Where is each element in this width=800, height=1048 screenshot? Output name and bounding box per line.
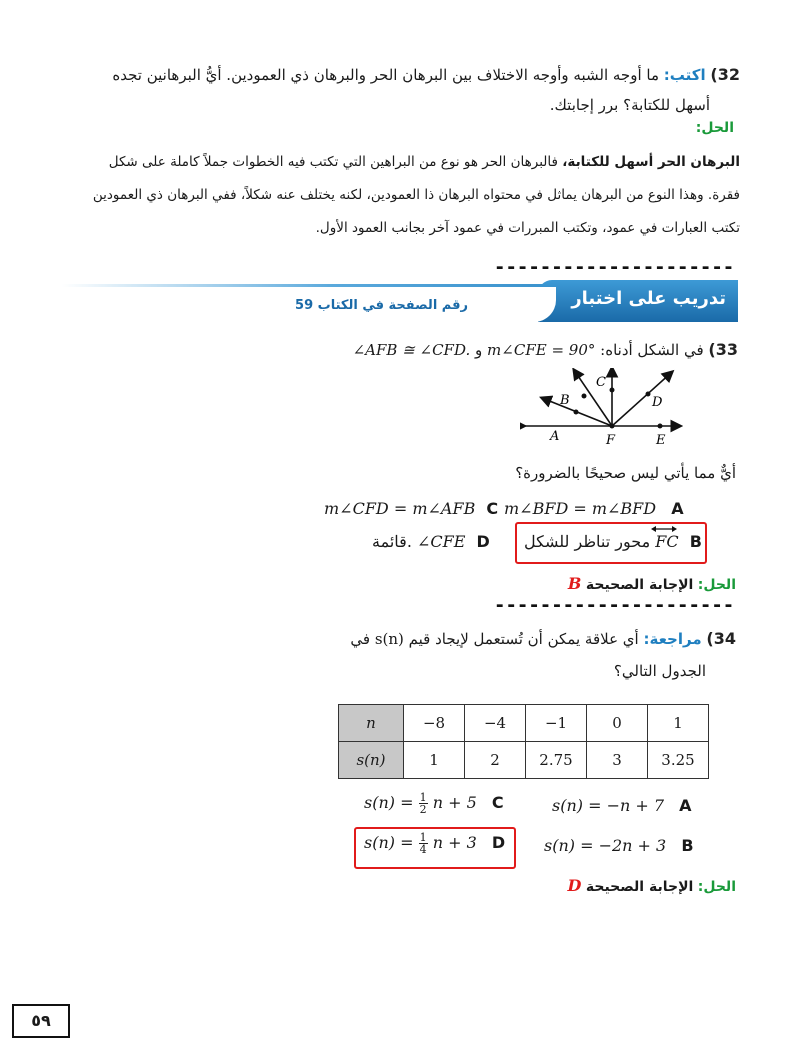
q33-number: 33) — [708, 340, 738, 359]
q32-line1: ما أوجه الشبه وأوجه الاختلاف بين البرهان الحر والبرهان ذي العمودين. أيُّ البرهانين تجده — [112, 66, 659, 84]
q32-line2: أسهل للكتابة؟ برر إجابتك. — [549, 96, 710, 114]
label-d: D — [652, 395, 663, 410]
q33-option-b-text: محور تناظر للشكل — [524, 532, 651, 551]
q33-option-d-letter: D — [476, 532, 490, 551]
q34-keyword: مراجعة: — [643, 630, 702, 648]
table-cell: 3.25 — [648, 742, 709, 779]
banner-title: تدريب على اختبار — [571, 288, 726, 309]
q33-option-d-text: قائمة. — [372, 532, 412, 551]
q34-option-c-den: 2 — [419, 803, 427, 816]
table-header-n: n — [339, 705, 404, 742]
point-e — [658, 424, 663, 429]
q33-stem-math1: m∠CFE = 90° — [487, 341, 596, 359]
label-a: A — [550, 429, 560, 444]
q34-option-d-den: 4 — [419, 843, 427, 856]
label-f: F — [606, 433, 616, 448]
table-cell: 2 — [465, 742, 526, 779]
q34-option-a — [552, 796, 692, 815]
table-cell: 1 — [648, 705, 709, 742]
q32-block — [60, 60, 740, 120]
q33-option-c-letter: C — [486, 499, 499, 518]
q34-solution — [568, 876, 736, 895]
q34-block — [300, 624, 736, 688]
q34-option-a-text: s(n) = −n + 7 — [552, 796, 665, 815]
page-number-box — [12, 1004, 70, 1038]
q34-option-d-letter: D — [491, 833, 506, 852]
point-c — [610, 388, 615, 393]
q34-option-a-letter: A — [679, 796, 692, 815]
point-a — [574, 410, 579, 415]
q32-solution-label: الحل: — [695, 120, 734, 136]
label-b: B — [560, 393, 570, 408]
q34-option-b — [544, 836, 694, 855]
q32-number: 32) — [710, 65, 740, 84]
label-c: C — [596, 375, 606, 390]
q34-option-c-rest: n + 5 — [432, 793, 477, 812]
q33-option-a-text: m∠BFD = m∠BFD — [504, 499, 657, 518]
practice-banner — [62, 280, 738, 322]
q33-option-d — [372, 532, 490, 551]
table-row-n — [339, 705, 709, 742]
q34-option-c-num: 1 — [419, 791, 427, 804]
q34-line2: الجدول التالي؟ — [613, 662, 706, 680]
q33-option-b-math: FC — [655, 532, 679, 551]
table-cell: −1 — [526, 705, 587, 742]
table-header-sn: s(n) — [339, 742, 404, 779]
q33-stem-and: و — [475, 341, 483, 359]
q33-option-a-letter: A — [671, 499, 684, 518]
q33-option-b-letter: B — [689, 532, 702, 551]
q32-keyword: اكتب: — [663, 66, 706, 84]
q34-option-c — [364, 792, 504, 815]
q34-number: 34) — [706, 629, 736, 648]
q33-option-a — [504, 499, 684, 518]
q33-option-d-math: ∠CFE — [417, 532, 466, 551]
q34-option-b-letter: B — [681, 836, 694, 855]
q32-answer-line3: تكتب العبارات في عمود، وتكتب المبررات في عمود آخر بجانب العمود الأول. — [315, 220, 740, 236]
q34-option-d-fraction — [419, 832, 428, 855]
double-arrow-icon — [651, 525, 677, 533]
q34-option-d-lhs: s(n) = — [364, 833, 414, 852]
q34-solution-label: الحل: — [697, 879, 736, 895]
q34-option-c-lhs: s(n) = — [364, 793, 414, 812]
q34-line1: أي علاقة يمكن أن تُستعمل لإيجاد قيم s(n) في — [350, 630, 639, 648]
q32-answer-bold: البرهان الحر أسهل للكتابة، — [562, 154, 740, 170]
table-cell: 0 — [587, 705, 648, 742]
table-cell: 1 — [404, 742, 465, 779]
q34-table — [338, 704, 709, 779]
q33-option-c-text: m∠CFD = m∠AFB — [324, 499, 476, 518]
q33-correct-letter: B — [567, 574, 582, 593]
ray-fd — [612, 372, 672, 426]
point-d — [646, 392, 651, 397]
label-e: E — [656, 433, 666, 448]
q34-solution-text: الإجابة الصحيحة — [585, 879, 694, 895]
q32-answer-line2: فقرة. وهذا النوع من البرهان يماثل في محتواه البرهان ذا العمودين، لكنه يختلف عنه شكلاً، ففي البرهان ذي العمودين — [92, 187, 740, 203]
q32-answer-line1: فالبرهان الحر هو نوع من البراهين التي تكتب فيه الخطوات جملاً كاملة على شكل — [108, 154, 558, 170]
table-cell: 2.75 — [526, 742, 587, 779]
point-f — [610, 424, 615, 429]
q34-option-d — [364, 832, 505, 855]
banner-page-ref: رقم الصفحة في الكتاب 59 — [295, 298, 468, 313]
q32-answer — [60, 146, 740, 245]
q33-solution-text: الإجابة الصحيحة — [585, 577, 694, 593]
separator-2: --------------------- — [494, 594, 735, 616]
q33-stem — [300, 338, 738, 362]
table-cell: −4 — [465, 705, 526, 742]
q33-option-c — [324, 499, 498, 518]
table-row-sn — [339, 742, 709, 779]
separator-1: --------------------- — [494, 256, 735, 278]
q33-stem-math2: ∠AFB ≅ ∠CFD. — [352, 341, 471, 359]
q34-option-c-letter: C — [491, 793, 504, 812]
q33-solution — [568, 574, 736, 593]
q33-question: أيٌّ مما يأتي ليس صحيحًا بالضرورة؟ — [515, 464, 736, 482]
q34-option-c-fraction — [419, 792, 428, 815]
q33-figure — [520, 368, 700, 460]
table-cell: −8 — [404, 705, 465, 742]
q33-solution-label: الحل: — [697, 577, 736, 593]
page-number: ٥٩ — [31, 1011, 51, 1030]
q34-option-b-text: s(n) = −2n + 3 — [544, 836, 667, 855]
q34-correct-letter: D — [567, 876, 582, 895]
point-b — [582, 394, 587, 399]
table-cell: 3 — [587, 742, 648, 779]
q34-option-d-rest: n + 3 — [432, 833, 477, 852]
q34-option-d-num: 1 — [419, 831, 427, 844]
q33-stem-text: في الشكل أدناه: — [600, 341, 704, 359]
q33-option-b — [524, 532, 702, 551]
